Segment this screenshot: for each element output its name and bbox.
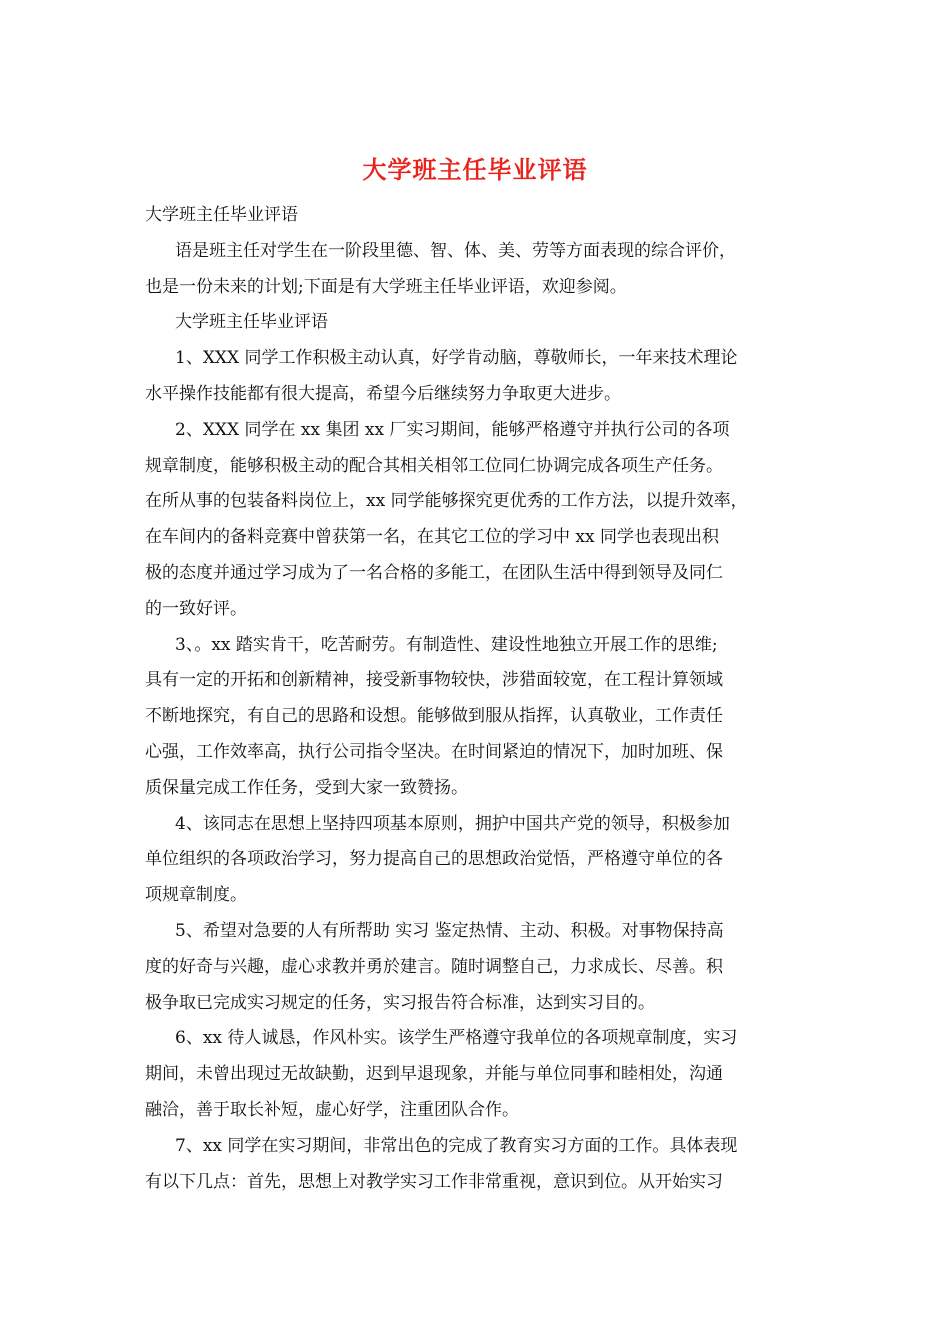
text-line: 融洽，善于取长补短，虚心好学，注重团队合作。 [145,1099,519,1120]
text-line: 质保量完成工作任务，受到大家一致赞扬。 [145,777,468,798]
text-line: 大学班主任毕业评语 [175,312,328,333]
text-line: 6、xx 待人诚恳，作风朴实。该学生严格遵守我单位的各项规章制度，实习 [175,1028,738,1049]
text-line: 度的好奇与兴趣，虚心求教并勇於建言。随时调整自己，力求成长、尽善。积 [145,956,723,977]
text-line: 在所从事的包装备料岗位上，xx 同学能够探究更优秀的工作方法，以提升效率， [145,491,748,512]
text-line: 1、XXX 同学工作积极主动认真，好学肯动脑，尊敬师长，一年来技术理论 [175,348,738,369]
document-body [145,198,815,1200]
text-line: 不断地探究，有自己的思路和设想。能够做到服从指挥，认真敬业，工作责任 [145,706,723,727]
text-line: 语是班主任对学生在一阶段里德、智、体、美、劳等方面表现的综合评价， [175,240,736,261]
text-line: 4、该同志在思想上坚持四项基本原则，拥护中国共产党的领导，积极参加 [175,813,730,834]
text-line: 极争取已完成实习规定的任务，实习报告符合标准，达到实习目的。 [145,992,655,1013]
text-line: 项规章制度。 [145,885,247,906]
text-line: 具有一定的开拓和创新精神，接受新事物较快，涉猎面较宽，在工程计算领域 [145,670,723,691]
text-line: 水平操作技能都有很大提高，希望今后继续努力争取更大进步。 [145,383,621,404]
text-line: 大学班主任毕业评语 [145,205,298,225]
text-line: 的一致好评。 [145,598,247,619]
text-line: 在车间内的备料竞赛中曾获第一名，在其它工位的学习中 xx 同学也表现出积 [145,527,719,548]
text-line: 3、。xx 踏实肯干，吃苦耐劳。有制造性、建设性地独立开展工作的思维; [175,634,718,655]
text-line: 5、希望对急要的人有所帮助 实习 鉴定热情、主动、积极。对事物保持高 [175,920,724,941]
text-line: 规章制度，能够积极主动的配合其相关相邻工位同仁协调完成各项生产任务。 [145,455,723,476]
text-line: 期间，未曾出现过无故缺勤，迟到早退现象，并能与单位同事和睦相处，沟通 [145,1064,723,1085]
text-line: 7、xx 同学在实习期间，非常出色的完成了教育实习方面的工作。具体表现 [175,1135,738,1156]
text-line: 也是一份未来的计划;下面是有大学班主任毕业评语，欢迎参阅。 [145,276,627,297]
text-line: 2、XXX 同学在 xx 集团 xx 厂实习期间，能够严格遵守并执行公司的各项 [175,419,730,440]
text-line: 心强，工作效率高，执行公司指令坚决。在时间紧迫的情况下，加时加班、保 [145,741,723,762]
text-line: 有以下几点：首先，思想上对教学实习工作非常重视，意识到位。从开始实习 [145,1171,723,1192]
text-line: 单位组织的各项政治学习，努力提高自己的思想政治觉悟，严格遵守单位的各 [145,849,723,870]
text-line: 极的态度并通过学习成为了一名合格的多能工，在团队生活中得到领导及同仁 [145,562,723,583]
document-title: 大学班主任毕业评语 [362,155,588,184]
